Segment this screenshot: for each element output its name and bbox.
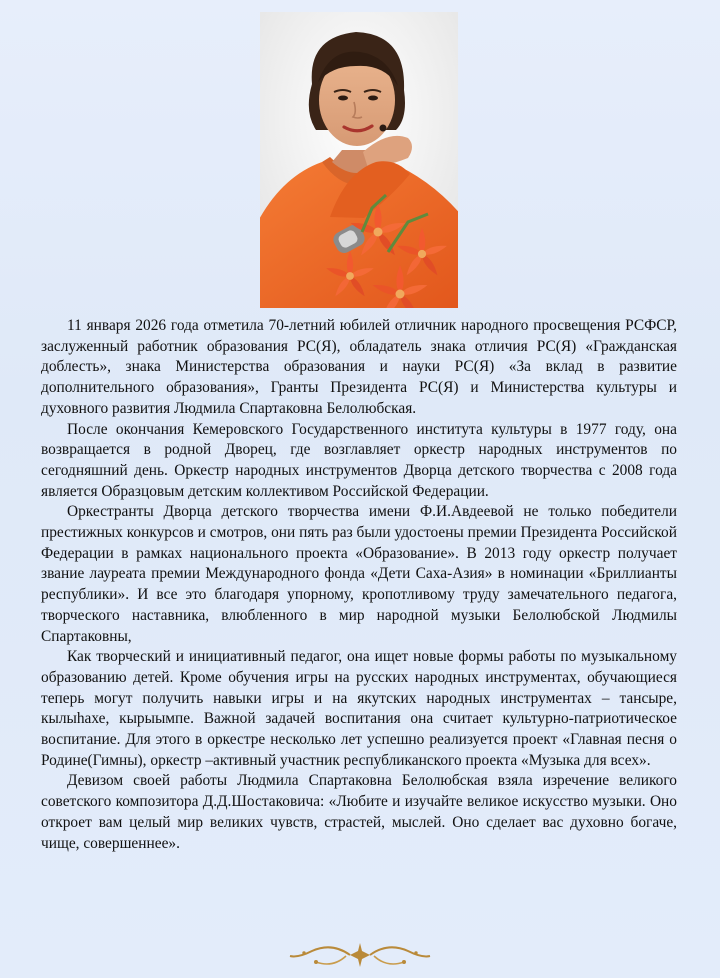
- paragraph-motto: Девизом своей работы Людмила Спартаковна Белолюбская взяла изречение великого советского композитора Д.Д.Шостаковича: «Любите и изучайте великое искусство музыки. Оно откроет вам целый мир великих чувств, страстей, мыслей. Оно сделает вас духовно богаче, чище, совершеннее».: [41, 772, 677, 852]
- paragraph-teaching: Как творческий и инициативный педагог, она ищет новые формы работы по музыкальному образованию детей. Кроме обучения игры на русских народных инструментах, обучающиеся теперь могут получить навыки игры и на якутских народных инструментах – тансыре, кылыhахе, кырыымпе. Важной задачей воспитания она считает культурно-патриотическое воспитание. Для этого в оркестре несколько лет успешно реализуется проект «Главная песня о Родине(Гимны), оркестр –активный участник республиканского проекта «Музыка для всех».: [41, 648, 677, 769]
- biography-article: [41, 316, 677, 854]
- gold-flourish-divider-icon: [288, 938, 432, 972]
- paragraph-career: После окончания Кемеровского Государственного института культуры в 1977 году, она возвращается в родной Дворец, где возглавляет оркестр народных инструментов по сегодняшний день. Оркестр народных инструментов Дворца детского творчества с 2008 года является Образцовым детским коллективом Российской Федерации.: [41, 420, 677, 500]
- ornament-graphic: [288, 938, 432, 972]
- paragraph-jubilee: 11 января 2026 года отметила 70-летний юбилей отличник народного просвещения РСФСР, заслуженный работник образования РС(Я), обладатель знака отличия РС(Я) «Гражданская доблесть», знака Министерства образования и науки РС(Я) «За вклад в развитие дополнительного образования», Гранты Президента РС(Я) и Министерства культуры и духовного развития Людмила Спартаковна Белолюбская.: [41, 317, 677, 417]
- portrait-photo: [260, 12, 458, 308]
- portrait-illustration: [260, 12, 458, 308]
- paragraph-orchestra-awards: Оркестранты Дворца детского творчества имени Ф.И.Авдеевой не только победители престижных конкурсов и смотров, они пять раз были удостоены премии Президента Российской Федерации в рамках национального проекта «Образование». В 2013 году оркестр получает звание лауреата премии Международного фонда «Дети Саха-Азия» в номинации «Бриллианты республики». И все это благодаря упорному, кропотливому труду замечательного педагога, творческого наставника, влюбленного в мир народной музыки Белолюбской Людмилы Спартаковны,: [41, 503, 677, 645]
